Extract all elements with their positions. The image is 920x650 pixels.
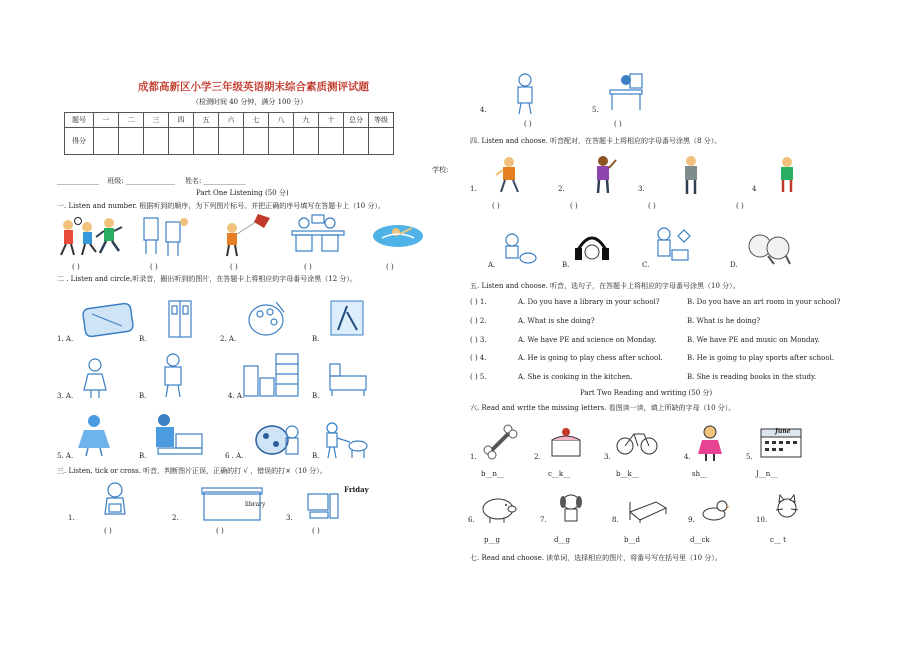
score-header-cell: 总分 xyxy=(344,113,369,128)
girl-picture[interactable] xyxy=(78,356,112,400)
score-cell[interactable] xyxy=(294,128,319,155)
option-label: B. xyxy=(312,335,320,343)
missing-letter-word[interactable]: c__k__ xyxy=(548,470,571,478)
q5-item-number[interactable]: ( ) 4. xyxy=(470,354,487,362)
q3-instruction: 三. Listen, tick or cross. 听音，判断图片正误，正确的打 √ ，错误的打×（10 分）。 xyxy=(57,467,327,475)
q6-instruction: 六. Read and write the missing letters. 看图读一读，填上所缺的字母（10 分）。 xyxy=(470,404,736,412)
door-picture[interactable] xyxy=(168,300,192,338)
answer-paren[interactable]: ( ) xyxy=(736,202,744,210)
option-label: 4 xyxy=(752,185,757,193)
bed-picture xyxy=(626,494,670,524)
friday-label: Friday xyxy=(344,485,369,494)
score-header-cell: 七 xyxy=(244,113,269,128)
running-boy-picture xyxy=(94,215,124,257)
answer-paren[interactable]: ( ) xyxy=(492,202,500,210)
option-label: B. xyxy=(562,261,570,269)
q5-item-number[interactable]: ( ) 1. xyxy=(470,298,487,306)
missing-letter-word[interactable]: b__n__ xyxy=(481,470,504,478)
option-label: 3. xyxy=(638,185,645,193)
score-cell[interactable] xyxy=(169,128,194,155)
score-header-cell: 等级 xyxy=(369,113,394,128)
classroom-picture xyxy=(290,213,346,257)
score-cell[interactable] xyxy=(319,128,344,155)
score-header-cell: 一 xyxy=(94,113,119,128)
bone-picture xyxy=(482,424,518,460)
option-label: B. xyxy=(312,392,320,400)
option-label: 6. xyxy=(468,516,475,524)
missing-letter-word[interactable]: p__g xyxy=(484,536,500,544)
ping-pong-paddles-picture[interactable] xyxy=(744,232,794,266)
answer-paren[interactable]: ( ) xyxy=(386,263,394,271)
option-label: 5. xyxy=(592,106,599,114)
bag-picture[interactable] xyxy=(78,300,138,340)
q4-instruction: 四. Listen and choose. 听音配对，在答题卡上将相应的字母番号涂黑（8 分）。 xyxy=(470,137,722,145)
answer-paren[interactable]: ( ) xyxy=(304,263,312,271)
score-cell[interactable] xyxy=(344,128,369,155)
option-label: 7. xyxy=(540,516,547,524)
bedroom-picture[interactable] xyxy=(328,354,370,398)
answer-paren[interactable]: ( ) xyxy=(104,527,112,535)
q5-option-a[interactable]: A. What is she doing? xyxy=(518,317,595,325)
missing-letter-word[interactable]: b__d xyxy=(624,536,640,544)
q5-item-number[interactable]: ( ) 3. xyxy=(470,336,487,344)
option-label: 9. xyxy=(688,516,695,524)
library-shelf-picture[interactable] xyxy=(242,352,300,398)
score-table xyxy=(64,112,394,155)
option-label: 1. xyxy=(470,185,477,193)
option-label: 2. xyxy=(172,514,179,522)
headphones-picture[interactable] xyxy=(572,226,612,268)
score-cell[interactable] xyxy=(369,128,394,155)
calendar-month: June xyxy=(775,428,791,435)
q2-instruction: 二 . Listen and circle,听录音，圈出听到的图片，在答题卡上将相应的字母番号涂黑（12 分）。 xyxy=(57,275,357,283)
score-header-cell: 九 xyxy=(294,113,319,128)
option-label: 2. A. xyxy=(220,335,237,343)
exam-title: 成都高新区小学三年级英语期末综合素质测评试题 xyxy=(138,81,369,93)
q5-option-b[interactable]: B. We have PE and music on Monday. xyxy=(687,336,820,344)
score-row-label: 得分 xyxy=(65,128,94,155)
option-label: 3. xyxy=(286,514,293,522)
score-cell[interactable] xyxy=(94,128,119,155)
answer-paren[interactable]: ( ) xyxy=(72,263,80,271)
cake-picture xyxy=(546,424,586,460)
q5-item-number[interactable]: ( ) 2. xyxy=(470,317,487,325)
blank-line[interactable]: ____________ xyxy=(57,177,99,185)
option-label: 4. xyxy=(480,106,487,114)
man-picture[interactable] xyxy=(156,352,190,398)
score-header-cell: 六 xyxy=(219,113,244,128)
exam-subtitle: （检测时间 40 分钟，满分 100 分） xyxy=(192,98,308,106)
option-label: 1. A. xyxy=(57,335,74,343)
option-label: 3. A. xyxy=(57,392,74,400)
answer-paren[interactable]: ( ) xyxy=(216,527,224,535)
bike-picture xyxy=(616,428,658,456)
answer-paren[interactable]: ( ) xyxy=(230,263,238,271)
option-label: 3. xyxy=(604,453,611,461)
answer-paren[interactable]: ( ) xyxy=(648,202,656,210)
option-label: 4. A. xyxy=(228,392,245,400)
girl-with-pet-picture[interactable] xyxy=(498,232,538,266)
part-one-heading: Part One Listening (50 分) xyxy=(196,189,289,197)
missing-letter-word[interactable]: d__ck xyxy=(690,536,710,544)
score-cell[interactable] xyxy=(219,128,244,155)
score-cell[interactable] xyxy=(144,128,169,155)
class-name-line xyxy=(57,176,246,186)
option-label: C. xyxy=(642,261,650,269)
pig-picture xyxy=(480,494,518,524)
duck-picture xyxy=(700,498,730,522)
study-desk-picture xyxy=(606,70,646,114)
q5-instruction: 五. Listen and choose. 听音，选句子，在答题卡上将相应的字母番号涂黑（10 分）。 xyxy=(470,282,740,290)
part-two-heading: Part Two Reading and writing (50 分) xyxy=(580,389,713,397)
option-label: 5. xyxy=(746,453,753,461)
answer-paren[interactable]: ( ) xyxy=(570,202,578,210)
score-cell[interactable] xyxy=(244,128,269,155)
option-label: 2. xyxy=(534,453,541,461)
missing-letter-word[interactable]: J__n__ xyxy=(756,470,778,478)
child-figure-1-picture xyxy=(494,155,524,195)
pencil-case-picture[interactable] xyxy=(252,414,302,458)
girl-doll-picture xyxy=(696,424,724,462)
option-label: 4. xyxy=(684,453,691,461)
q5-option-b[interactable]: B. What is he doing? xyxy=(687,317,761,325)
score-cell[interactable] xyxy=(194,128,219,155)
class-label: 班级: xyxy=(107,177,124,185)
cat-picture xyxy=(772,494,802,524)
class-blank[interactable]: ______________ xyxy=(125,177,175,185)
answer-paren[interactable]: ( ) xyxy=(312,527,320,535)
q7-instruction: 七. Read and choose. 读单词，选择相应的图片，将番号写在括号里（10 分）。 xyxy=(470,554,722,562)
score-header-cell: 十 xyxy=(319,113,344,128)
q5-option-a[interactable]: A. We have PE and science on Monday. xyxy=(518,336,657,344)
child-figure-4-picture xyxy=(776,156,798,194)
name-label: 姓名: xyxy=(185,177,202,185)
q1-instruction: 一. Listen and number. 根据听到的顺序，为下列图片标号。并把正确的序号填写在答题卡上（10 分）。 xyxy=(57,202,385,210)
chairs-picture xyxy=(140,214,190,258)
chinese-character-picture[interactable] xyxy=(330,300,364,336)
school-label: 学校: xyxy=(432,166,449,174)
walking-dog-picture[interactable] xyxy=(322,420,370,460)
score-header-cell: 五 xyxy=(194,113,219,128)
swimming-picture xyxy=(372,222,424,248)
option-label: B. xyxy=(139,452,147,460)
child-figure-2-picture xyxy=(588,154,618,196)
child-figure-3-picture xyxy=(678,154,704,196)
library-sign: library xyxy=(245,501,266,508)
score-header-cell: 八 xyxy=(269,113,294,128)
option-label: 10. xyxy=(756,516,768,524)
name-blank[interactable]: ____________ xyxy=(203,177,246,185)
answer-paren[interactable]: ( ) xyxy=(614,120,622,128)
option-label: 1. xyxy=(470,453,477,461)
q5-option-a[interactable]: A. He is going to play chess after school. xyxy=(518,354,663,362)
score-cell[interactable] xyxy=(269,128,294,155)
answer-paren[interactable]: ( ) xyxy=(524,120,532,128)
option-label: B. xyxy=(139,392,147,400)
kite-girl-picture xyxy=(218,212,274,258)
option-label: B. xyxy=(312,452,320,460)
score-header-cell: 题号 xyxy=(65,113,94,128)
q5-option-a[interactable]: A. Do you have a library in your school? xyxy=(518,298,660,306)
q5-option-b[interactable]: B. Do you have an art room in your school? xyxy=(687,298,841,306)
boy-reading-picture[interactable] xyxy=(150,410,206,458)
score-header-cell: 二 xyxy=(119,113,144,128)
q5-option-a[interactable]: A. She is cooking in the kitchen. xyxy=(518,373,633,381)
dancing-girl-picture[interactable] xyxy=(74,412,114,458)
chess-player-picture[interactable] xyxy=(650,226,692,268)
reading-girl-picture xyxy=(98,480,132,524)
paint-palette-picture[interactable] xyxy=(246,298,288,340)
q5-option-b[interactable]: B. She is reading books in the study. xyxy=(687,373,817,381)
q5-option-b[interactable]: B. He is going to play sports after school. xyxy=(687,354,835,362)
missing-letter-word[interactable]: b__k__ xyxy=(616,470,639,478)
option-label: 1. xyxy=(68,514,75,522)
option-label: 5. A. xyxy=(57,452,74,460)
option-label: 2. xyxy=(558,185,565,193)
option-label: 6 . A. xyxy=(225,452,244,460)
score-header-cell: 四 xyxy=(169,113,194,128)
missing-letter-word[interactable]: d__g xyxy=(554,536,570,544)
option-label: A. xyxy=(488,261,496,269)
cooking-woman-picture xyxy=(510,72,540,116)
missing-letter-word[interactable]: c__ t xyxy=(770,536,786,544)
score-header-cell: 三 xyxy=(144,113,169,128)
option-label: D. xyxy=(730,261,738,269)
option-label: 8. xyxy=(612,516,619,524)
missing-letter-word[interactable]: sh__ xyxy=(692,470,708,478)
option-label: B. xyxy=(139,335,147,343)
dog-picture xyxy=(556,492,586,526)
computer-picture xyxy=(306,492,342,522)
score-cell[interactable] xyxy=(119,128,144,155)
answer-paren[interactable]: ( ) xyxy=(150,263,158,271)
q5-item-number[interactable]: ( ) 5. xyxy=(470,373,487,381)
